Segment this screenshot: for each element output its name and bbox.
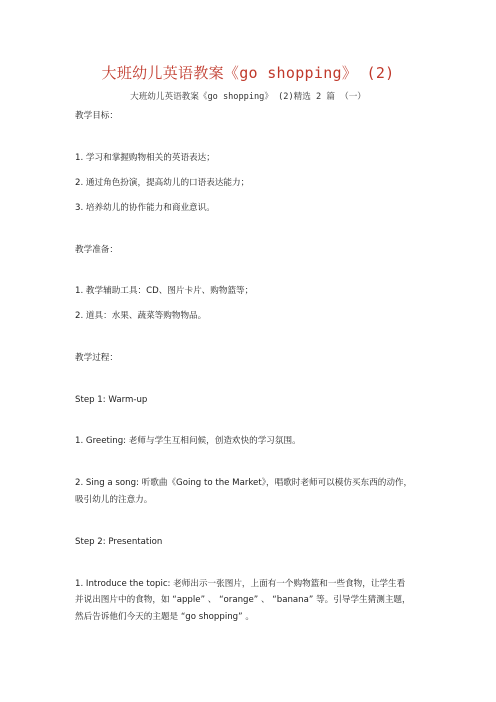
section-heading-objectives: 教学目标：: [75, 111, 118, 121]
objective-item: 1. 学习和掌握购物相关的英语表达；: [75, 153, 215, 163]
preparation-item: 2. 道具：水果、蔬菜等购物物品。: [75, 311, 207, 321]
step-item-continued: 吸引幼儿的注意力。: [75, 495, 153, 505]
section-heading-preparation: 教学准备：: [75, 245, 118, 255]
preparation-item: 1. 教学辅助工具：CD、图片卡片、购物篮等；: [75, 286, 254, 296]
step-item: 2. Sing a song: 听歌曲《Going to the Market》，唱歌时老师可以模仿买东西的动作，: [75, 478, 413, 488]
objective-item: 3. 培养幼儿的协作能力和商业意识。: [75, 203, 215, 213]
document-title: 大班幼儿英语教案《go shopping》 (2): [101, 64, 395, 82]
step-heading: Step 1: Warm-up: [75, 395, 148, 405]
step-item-continued: 然后告诉他们今天的主题是 “go shopping” 。: [75, 612, 254, 622]
step-heading: Step 2: Presentation: [75, 537, 163, 547]
section-heading-process: 教学过程：: [75, 353, 118, 363]
step-item: 1. Greeting: 老师与学生互相问候，创造欢快的学习氛围。: [75, 436, 301, 446]
document-subtitle: 大班幼儿英语教案《go shopping》 (2)精选 2 篇 （一）: [130, 92, 366, 102]
step-item-continued: 并说出图片中的食物，如 “apple” 、 “orange” 、 “banana” 等。引导学生猜测主题，: [75, 595, 411, 605]
objective-item: 2. 通过角色扮演，提高幼儿的口语表达能力；: [75, 178, 250, 188]
step-item: 1. Introduce the topic: 老师出示一张图片，上面有一个购物篮和一些食物，让学生看: [75, 579, 406, 589]
